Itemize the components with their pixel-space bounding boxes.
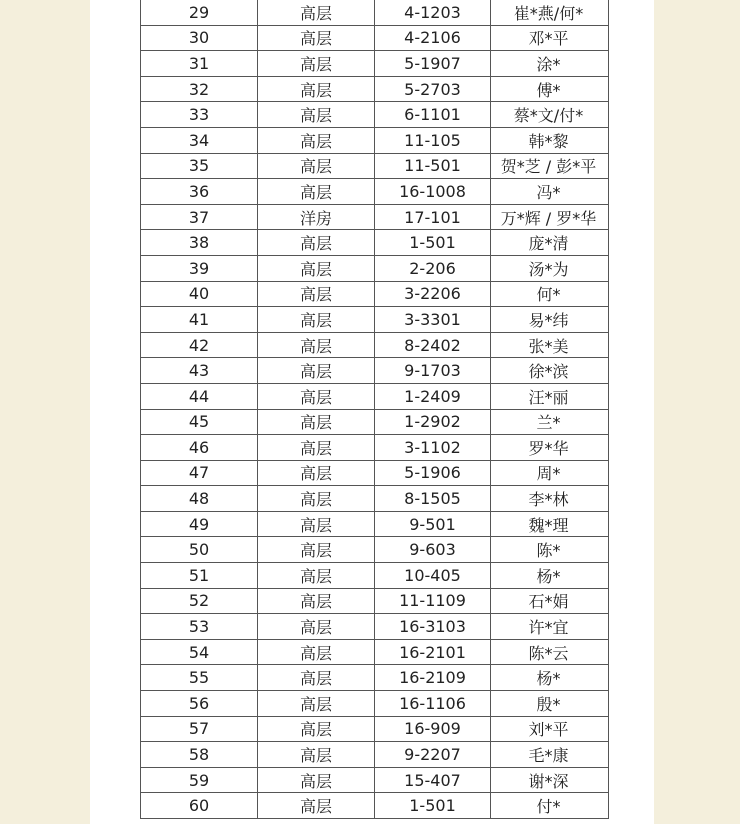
owner-name-cell: 兰* xyxy=(536,413,561,433)
house-type-cell: 高层 xyxy=(258,307,375,332)
room-number-cell: 17-101 xyxy=(375,205,491,230)
owner-name-cell: 韩*黎 xyxy=(528,131,569,151)
room-number-cell: 9-603 xyxy=(375,537,491,562)
table-row xyxy=(141,77,608,103)
room-number-cell: 11-105 xyxy=(375,128,491,153)
table-row xyxy=(141,128,608,154)
row-number-cell: 58 xyxy=(141,742,258,767)
row-number-cell: 57 xyxy=(141,717,258,742)
room-number-cell: 3-3301 xyxy=(375,307,491,332)
owner-name-cell: 石*娟 xyxy=(528,592,569,612)
house-type-cell: 洋房 xyxy=(258,205,375,230)
owner-name-cell: 易*纬 xyxy=(528,310,569,330)
owner-name-cell: 涂* xyxy=(536,54,561,74)
room-number-cell: 11-1109 xyxy=(375,589,491,614)
table-row xyxy=(141,665,608,691)
house-type-cell: 高层 xyxy=(258,102,375,127)
room-number-cell: 3-1102 xyxy=(375,435,491,460)
table-row xyxy=(141,102,608,128)
room-number-cell: 2-206 xyxy=(375,256,491,281)
document-page xyxy=(90,0,654,824)
table-row xyxy=(141,51,608,77)
house-type-cell: 高层 xyxy=(258,410,375,435)
row-number-cell: 35 xyxy=(141,154,258,179)
table-row xyxy=(141,640,608,666)
owner-name-cell: 傅* xyxy=(536,80,561,100)
room-number-cell: 10-405 xyxy=(375,563,491,588)
house-type-cell: 高层 xyxy=(258,512,375,537)
row-number-cell: 59 xyxy=(141,768,258,793)
table-row xyxy=(141,435,608,461)
house-type-cell: 高层 xyxy=(258,0,375,25)
owner-name-cell: 陈*云 xyxy=(528,643,569,663)
house-type-cell: 高层 xyxy=(258,461,375,486)
room-number-cell: 9-2207 xyxy=(375,742,491,767)
house-type-cell: 高层 xyxy=(258,230,375,255)
table-row xyxy=(141,614,608,640)
table-row xyxy=(141,179,608,205)
owner-name-cell: 罗*华 xyxy=(528,438,569,458)
table-row xyxy=(141,768,608,794)
table-row xyxy=(141,154,608,180)
owner-name-cell: 周* xyxy=(536,464,561,484)
owner-name-cell: 谢*深 xyxy=(528,771,569,791)
owner-name-cell: 殷* xyxy=(536,694,561,714)
house-type-cell: 高层 xyxy=(258,614,375,639)
row-number-cell: 44 xyxy=(141,384,258,409)
owner-name-cell: 许*宜 xyxy=(528,618,569,638)
house-type-cell: 高层 xyxy=(258,742,375,767)
row-number-cell: 31 xyxy=(141,51,258,76)
room-number-cell: 5-1907 xyxy=(375,51,491,76)
table-row xyxy=(141,537,608,563)
house-type-cell: 高层 xyxy=(258,486,375,511)
table-row xyxy=(141,307,608,333)
room-number-cell: 16-2101 xyxy=(375,640,491,665)
table-row xyxy=(141,358,608,384)
room-number-cell: 5-1906 xyxy=(375,461,491,486)
room-number-cell: 1-501 xyxy=(375,793,491,818)
house-type-cell: 高层 xyxy=(258,665,375,690)
house-type-cell: 高层 xyxy=(258,717,375,742)
room-number-cell: 16-2109 xyxy=(375,665,491,690)
owner-name-cell: 魏*理 xyxy=(528,515,569,535)
owner-name-cell: 汤*为 xyxy=(528,259,569,279)
house-type-cell: 高层 xyxy=(258,793,375,818)
row-number-cell: 47 xyxy=(141,461,258,486)
row-number-cell: 32 xyxy=(141,77,258,102)
owner-name-cell: 张*美 xyxy=(528,336,569,356)
owner-name-cell: 毛*康 xyxy=(528,746,569,766)
room-number-cell: 16-1106 xyxy=(375,691,491,716)
owner-name-cell: 万*辉 / 罗*华 xyxy=(500,208,597,228)
house-type-cell: 高层 xyxy=(258,435,375,460)
house-type-cell: 高层 xyxy=(258,51,375,76)
owner-name-cell: 何* xyxy=(536,285,561,305)
row-number-cell: 41 xyxy=(141,307,258,332)
row-number-cell: 49 xyxy=(141,512,258,537)
house-type-cell: 高层 xyxy=(258,691,375,716)
table-row xyxy=(141,384,608,410)
table-row xyxy=(141,0,608,26)
room-number-cell: 1-2409 xyxy=(375,384,491,409)
room-number-cell: 16-3103 xyxy=(375,614,491,639)
owner-name-cell: 蔡*文/付* xyxy=(513,106,584,126)
table-row xyxy=(141,512,608,538)
row-number-cell: 33 xyxy=(141,102,258,127)
room-number-cell: 3-2206 xyxy=(375,282,491,307)
owner-name-cell: 付* xyxy=(536,797,561,817)
row-number-cell: 60 xyxy=(141,793,258,818)
table-row xyxy=(141,717,608,743)
owner-table xyxy=(140,0,609,819)
owner-name-cell: 杨* xyxy=(536,566,561,586)
table-row xyxy=(141,589,608,615)
table-row xyxy=(141,333,608,359)
table-row xyxy=(141,742,608,768)
room-number-cell: 8-2402 xyxy=(375,333,491,358)
house-type-cell: 高层 xyxy=(258,256,375,281)
table-row xyxy=(141,461,608,487)
house-type-cell: 高层 xyxy=(258,589,375,614)
row-number-cell: 53 xyxy=(141,614,258,639)
table-row xyxy=(141,410,608,436)
row-number-cell: 40 xyxy=(141,282,258,307)
owner-name-cell: 李*林 xyxy=(528,490,569,510)
table-row xyxy=(141,793,608,819)
owner-name-cell: 贺*芝 / 彭*平 xyxy=(500,157,597,177)
room-number-cell: 9-1703 xyxy=(375,358,491,383)
house-type-cell: 高层 xyxy=(258,358,375,383)
owner-name-cell: 陈* xyxy=(536,541,561,561)
table-row xyxy=(141,230,608,256)
row-number-cell: 48 xyxy=(141,486,258,511)
owner-name-cell: 刘*平 xyxy=(528,720,569,740)
row-number-cell: 45 xyxy=(141,410,258,435)
row-number-cell: 43 xyxy=(141,358,258,383)
room-number-cell: 8-1505 xyxy=(375,486,491,511)
row-number-cell: 38 xyxy=(141,230,258,255)
room-number-cell: 1-501 xyxy=(375,230,491,255)
row-number-cell: 56 xyxy=(141,691,258,716)
room-number-cell: 16-909 xyxy=(375,717,491,742)
room-number-cell: 5-2703 xyxy=(375,77,491,102)
row-number-cell: 30 xyxy=(141,26,258,51)
house-type-cell: 高层 xyxy=(258,563,375,588)
row-number-cell: 50 xyxy=(141,537,258,562)
owner-name-cell: 汪*丽 xyxy=(528,387,569,407)
room-number-cell: 11-501 xyxy=(375,154,491,179)
row-number-cell: 29 xyxy=(141,0,258,25)
house-type-cell: 高层 xyxy=(258,154,375,179)
house-type-cell: 高层 xyxy=(258,384,375,409)
row-number-cell: 54 xyxy=(141,640,258,665)
house-type-cell: 高层 xyxy=(258,77,375,102)
house-type-cell: 高层 xyxy=(258,768,375,793)
house-type-cell: 高层 xyxy=(258,26,375,51)
table-row xyxy=(141,486,608,512)
room-number-cell: 4-1203 xyxy=(375,0,491,25)
table-row xyxy=(141,563,608,589)
table-row xyxy=(141,26,608,52)
room-number-cell: 1-2902 xyxy=(375,410,491,435)
owner-name-cell: 崔*燕/何* xyxy=(513,3,584,23)
owner-name-cell: 邓*平 xyxy=(528,29,569,49)
row-number-cell: 51 xyxy=(141,563,258,588)
room-number-cell: 15-407 xyxy=(375,768,491,793)
house-type-cell: 高层 xyxy=(258,179,375,204)
row-number-cell: 36 xyxy=(141,179,258,204)
row-number-cell: 39 xyxy=(141,256,258,281)
house-type-cell: 高层 xyxy=(258,333,375,358)
room-number-cell: 6-1101 xyxy=(375,102,491,127)
room-number-cell: 16-1008 xyxy=(375,179,491,204)
row-number-cell: 42 xyxy=(141,333,258,358)
room-number-cell: 4-2106 xyxy=(375,26,491,51)
table-row xyxy=(141,205,608,231)
owner-name-cell: 杨* xyxy=(536,669,561,689)
row-number-cell: 37 xyxy=(141,205,258,230)
row-number-cell: 34 xyxy=(141,128,258,153)
table-row xyxy=(141,282,608,308)
house-type-cell: 高层 xyxy=(258,128,375,153)
table-row xyxy=(141,691,608,717)
house-type-cell: 高层 xyxy=(258,282,375,307)
row-number-cell: 55 xyxy=(141,665,258,690)
owner-name-cell: 冯* xyxy=(536,182,561,202)
row-number-cell: 52 xyxy=(141,589,258,614)
owner-name-cell: 庞*清 xyxy=(528,234,569,254)
house-type-cell: 高层 xyxy=(258,537,375,562)
table-row xyxy=(141,256,608,282)
house-type-cell: 高层 xyxy=(258,640,375,665)
room-number-cell: 9-501 xyxy=(375,512,491,537)
row-number-cell: 46 xyxy=(141,435,258,460)
owner-name-cell: 徐*滨 xyxy=(528,362,569,382)
